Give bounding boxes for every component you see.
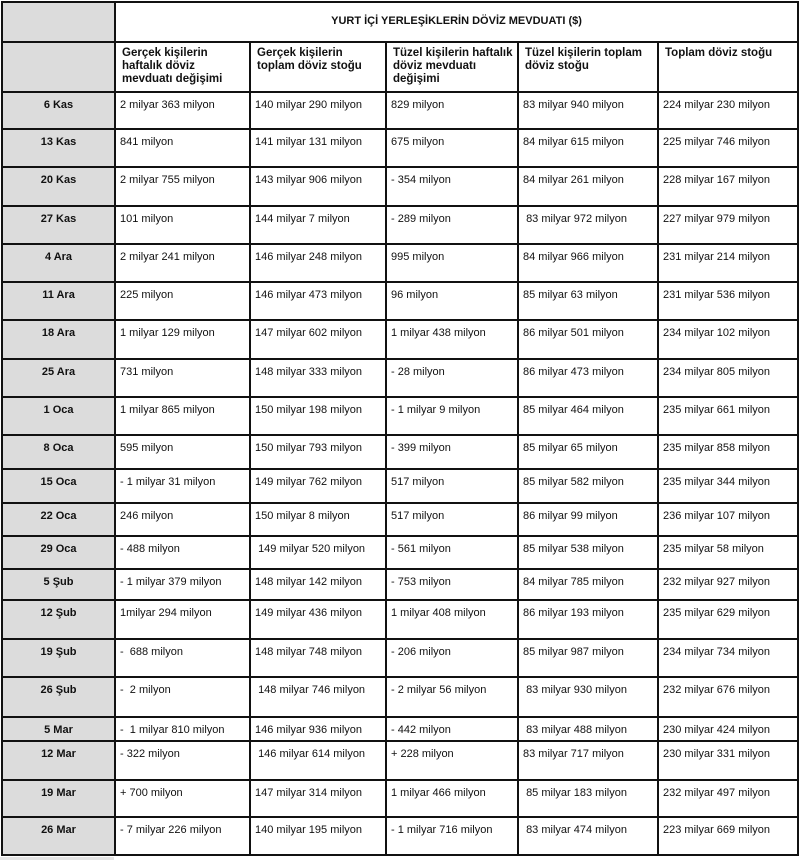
column-header-text: Tüzel kişilerin haftalık döviz mevduatı değişimi — [393, 47, 513, 85]
table-row — [2, 397, 798, 435]
table-cell-text: 101 milyon — [120, 213, 174, 225]
table-row — [2, 244, 798, 282]
table-cell — [658, 129, 798, 167]
table-cell — [386, 92, 518, 129]
table-cell — [250, 817, 386, 855]
table-cell — [658, 569, 798, 600]
table-cell-text: - 399 milyon — [391, 442, 451, 454]
table-title — [115, 2, 798, 42]
row-date — [2, 717, 115, 741]
table-title-text: YURT İÇİ YERLEŞİKLERİN DÖVİZ MEVDUATI ($) — [331, 15, 582, 27]
row-date-text: 5 Mar — [44, 724, 73, 736]
table-row — [2, 639, 798, 677]
table-cell — [386, 677, 518, 717]
row-date-text: 19 Mar — [41, 787, 76, 799]
table-cell-text: 147 milyar 602 milyon — [255, 327, 362, 339]
row-date — [2, 206, 115, 244]
table-cell-text: 517 milyon — [391, 476, 445, 488]
table-cell — [518, 129, 658, 167]
row-date-text: 6 Kas — [43, 99, 74, 111]
table-row — [2, 600, 798, 639]
table-cell — [250, 639, 386, 677]
table-row — [2, 320, 798, 359]
table-cell-text: 146 milyar 614 milyon — [255, 748, 366, 760]
table-cell-text: 148 milyar 748 milyon — [255, 646, 362, 658]
table-cell — [658, 817, 798, 855]
table-cell-text: + 700 milyon — [120, 787, 183, 799]
table-cell — [518, 397, 658, 435]
table-cell — [250, 569, 386, 600]
table-cell-text: 146 milyar 473 milyon — [255, 289, 362, 301]
table-row — [2, 569, 798, 600]
table-row — [2, 677, 798, 717]
table-cell-text: 246 milyon — [120, 510, 174, 522]
row-date — [2, 600, 115, 639]
table-cell — [386, 639, 518, 677]
row-date — [2, 435, 115, 469]
table-cell — [658, 717, 798, 741]
table-cell-text: 225 milyon — [120, 289, 174, 301]
table-cell-text: - 1 milyar 716 milyon — [391, 824, 493, 836]
table-cell-text: 1 milyar 129 milyon — [120, 327, 215, 339]
table-cell-text: 147 milyar 314 milyon — [255, 787, 362, 799]
row-date — [2, 741, 115, 780]
table-cell-text: 85 milyar 464 milyon — [523, 404, 624, 416]
table-cell — [386, 469, 518, 503]
table-cell-text: 1 milyar 438 milyon — [391, 327, 486, 339]
row-date-text: 18 Ara — [41, 327, 76, 339]
table-cell-text: 148 milyar 142 milyon — [255, 576, 362, 588]
column-header-text: Gerçek kişilerin haftalık döviz mevduatı değişimi — [122, 47, 223, 85]
table-cell — [518, 359, 658, 397]
table-cell — [386, 780, 518, 817]
table-cell-text: 84 milyar 785 milyon — [523, 576, 624, 588]
table-cell — [115, 282, 250, 320]
row-date — [2, 677, 115, 717]
table-cell — [518, 569, 658, 600]
table-cell — [115, 741, 250, 780]
table-cell — [250, 435, 386, 469]
table-cell-text: - 753 milyon — [391, 576, 451, 588]
table-cell-text: 232 milyar 927 milyon — [663, 576, 770, 588]
table-cell-text: 228 milyar 167 milyon — [663, 174, 770, 186]
table-cell-text: 149 milyar 762 milyon — [255, 476, 362, 488]
table-cell-text: 144 milyar 7 milyon — [255, 213, 350, 225]
table-cell-text: 231 milyar 536 milyon — [663, 289, 770, 301]
column-header — [658, 42, 798, 92]
table-cell-text: 2 milyar 241 milyon — [120, 251, 215, 263]
table-cell-text: 223 milyar 669 milyon — [663, 824, 770, 836]
table-cell-text: 149 milyar 520 milyon — [255, 543, 366, 555]
table-cell-text: - 322 milyon — [120, 748, 180, 760]
table-cell-text: 232 milyar 497 milyon — [663, 787, 770, 799]
table-cell-text: - 289 milyon — [391, 213, 451, 225]
column-header — [386, 42, 518, 92]
table-cell — [115, 780, 250, 817]
table-cell-text: 995 milyon — [391, 251, 445, 263]
table-cell-text: - 2 milyon — [120, 684, 171, 696]
table-cell — [518, 639, 658, 677]
table-cell — [658, 503, 798, 536]
table-cell-text: 85 milyar 538 milyon — [523, 543, 624, 555]
table-cell-text: - 688 milyon — [120, 646, 183, 658]
table-cell-text: 85 milyar 987 milyon — [523, 646, 624, 658]
table-cell-text: 224 milyar 230 milyon — [663, 99, 770, 111]
table-cell-text: 675 milyon — [391, 136, 445, 148]
corner-cell — [2, 2, 115, 42]
table-cell — [386, 569, 518, 600]
row-date-text: 25 Ara — [41, 366, 76, 378]
table-cell — [518, 244, 658, 282]
row-date-text: 26 Mar — [41, 824, 76, 836]
table-cell-text: 234 milyar 102 milyon — [663, 327, 770, 339]
table-cell — [250, 741, 386, 780]
table-cell-text: 140 milyar 290 milyon — [255, 99, 362, 111]
table-cell — [518, 600, 658, 639]
table-cell — [115, 92, 250, 129]
table-cell-text: 235 milyar 58 milyon — [663, 543, 764, 555]
fx-deposit-table — [1, 1, 799, 856]
table-cell-text: 85 milyar 63 milyon — [523, 289, 618, 301]
table-cell — [386, 536, 518, 569]
table-cell-text: 86 milyar 473 milyon — [523, 366, 624, 378]
table-cell-text: 517 milyon — [391, 510, 445, 522]
table-cell-text: 829 milyon — [391, 99, 445, 111]
table-cell-text: 2 milyar 755 milyon — [120, 174, 215, 186]
table-cell-text: 235 milyar 661 milyon — [663, 404, 770, 416]
table-cell — [386, 817, 518, 855]
table-row — [2, 741, 798, 780]
table-cell — [658, 780, 798, 817]
row-date — [2, 536, 115, 569]
table-row — [2, 359, 798, 397]
column-header-text: Toplam döviz stoğu — [665, 47, 773, 59]
table-cell-text: 2 milyar 363 milyon — [120, 99, 215, 111]
table-cell — [386, 320, 518, 359]
table-cell-text: - 561 milyon — [391, 543, 451, 555]
table-cell — [658, 741, 798, 780]
table-cell — [250, 92, 386, 129]
row-date-text: 12 Şub — [40, 607, 77, 619]
row-date — [2, 780, 115, 817]
table-cell — [115, 129, 250, 167]
table-cell-text: - 206 milyon — [391, 646, 451, 658]
row-date — [2, 569, 115, 600]
table-cell — [115, 569, 250, 600]
table-cell-text: 85 milyar 582 milyon — [523, 476, 624, 488]
table-row — [2, 435, 798, 469]
table-cell-text: 148 milyar 333 milyon — [255, 366, 362, 378]
row-date-text: 26 Şub — [40, 684, 77, 696]
table-cell — [386, 167, 518, 206]
header-row — [2, 42, 798, 92]
table-cell — [115, 639, 250, 677]
table-cell-text: 236 milyar 107 milyon — [663, 510, 770, 522]
table-cell — [250, 677, 386, 717]
table-cell — [115, 469, 250, 503]
table-row — [2, 92, 798, 129]
table-cell — [658, 469, 798, 503]
table-cell — [250, 536, 386, 569]
table-cell-text: 232 milyar 676 milyon — [663, 684, 770, 696]
row-date — [2, 817, 115, 855]
table-cell — [658, 677, 798, 717]
table-row — [2, 282, 798, 320]
table-cell — [658, 92, 798, 129]
table-cell-text: 85 milyar 65 milyon — [523, 442, 618, 454]
table-cell-text: 235 milyar 344 milyon — [663, 476, 770, 488]
table-cell-text: - 1 milyar 810 milyon — [120, 724, 225, 736]
table-cell-text: 150 milyar 198 milyon — [255, 404, 362, 416]
table-cell-text: 731 milyon — [120, 366, 174, 378]
row-date-text: 19 Şub — [40, 646, 77, 658]
table-cell-text: 86 milyar 501 milyon — [523, 327, 624, 339]
table-cell — [250, 397, 386, 435]
table-cell — [115, 600, 250, 639]
column-header — [115, 42, 250, 92]
row-date-text: 22 Oca — [40, 510, 77, 522]
table-cell-text: 141 milyar 131 milyon — [255, 136, 362, 148]
table-cell-text: - 7 milyar 226 milyon — [120, 824, 222, 836]
table-cell — [386, 206, 518, 244]
table-cell — [115, 503, 250, 536]
row-date — [2, 503, 115, 536]
row-date-text: 1 Oca — [43, 404, 74, 416]
table-cell — [250, 359, 386, 397]
row-date-text: 4 Ara — [44, 251, 73, 263]
table-row — [2, 780, 798, 817]
table-cell — [250, 320, 386, 359]
row-date-text: 27 Kas — [40, 213, 77, 225]
row-date-text: 11 Ara — [42, 289, 75, 301]
table-row — [2, 817, 798, 855]
table-cell — [250, 282, 386, 320]
table-cell-text: 85 milyar 183 milyon — [523, 787, 627, 799]
table-cell-text: - 1 milyar 379 milyon — [120, 576, 222, 588]
table-row — [2, 503, 798, 536]
table-cell — [115, 817, 250, 855]
table-cell-text: 841 milyon — [120, 136, 174, 148]
table-cell-text: - 28 milyon — [391, 366, 445, 378]
table-cell — [115, 244, 250, 282]
table-cell-text: 83 milyar 930 milyon — [523, 684, 627, 696]
table-cell — [658, 320, 798, 359]
table-cell — [518, 741, 658, 780]
table-cell-text: - 354 milyon — [391, 174, 451, 186]
table-cell — [518, 536, 658, 569]
table-cell-text: 96 milyon — [391, 289, 439, 301]
table-cell — [658, 206, 798, 244]
table-cell — [250, 469, 386, 503]
table-cell — [518, 717, 658, 741]
table-cell — [250, 167, 386, 206]
table-cell — [386, 129, 518, 167]
title-row — [2, 2, 798, 42]
row-date-text: 13 Kas — [40, 136, 77, 148]
row-date — [2, 359, 115, 397]
table-row — [2, 129, 798, 167]
table-cell-text: 84 milyar 615 milyon — [523, 136, 624, 148]
table-row — [2, 717, 798, 741]
table-cell — [386, 359, 518, 397]
table-cell-text: - 442 milyon — [391, 724, 451, 736]
table-cell — [658, 167, 798, 206]
table-cell — [518, 503, 658, 536]
column-header-text: Gerçek kişilerin toplam döviz stoğu — [257, 47, 362, 72]
row-date — [2, 92, 115, 129]
table-cell — [518, 92, 658, 129]
table-cell — [518, 780, 658, 817]
table-cell-text: 230 milyar 424 milyon — [663, 724, 770, 736]
table-cell-text: 150 milyar 8 milyon — [255, 510, 350, 522]
table-cell-text: - 2 milyar 56 milyon — [391, 684, 487, 696]
row-date — [2, 320, 115, 359]
table-cell-text: 1 milyar 408 milyon — [391, 607, 486, 619]
table-cell-text: 234 milyar 734 milyon — [663, 646, 770, 658]
table-cell — [115, 320, 250, 359]
row-date-text: 8 Oca — [43, 442, 74, 454]
table-cell-text: 146 milyar 936 milyon — [255, 724, 362, 736]
table-cell — [386, 282, 518, 320]
row-date — [2, 282, 115, 320]
table-cell — [518, 320, 658, 359]
row-date — [2, 167, 115, 206]
table-cell — [115, 359, 250, 397]
table-cell-text: 84 milyar 966 milyon — [523, 251, 624, 263]
table-cell-text: 227 milyar 979 milyon — [663, 213, 770, 225]
table-cell-text: 149 milyar 436 milyon — [255, 607, 362, 619]
table-cell — [386, 397, 518, 435]
table-cell — [658, 397, 798, 435]
table-cell-text: 140 milyar 195 milyon — [255, 824, 362, 836]
row-date-text: 20 Kas — [40, 174, 77, 186]
header-corner-cell — [2, 42, 115, 92]
table-cell-text: 595 milyon — [120, 442, 174, 454]
table-cell — [115, 167, 250, 206]
table-cell — [386, 600, 518, 639]
table-cell — [250, 717, 386, 741]
table-cell-text: 86 milyar 193 milyon — [523, 607, 624, 619]
table-cell — [518, 282, 658, 320]
table-cell — [658, 282, 798, 320]
row-date-text: 12 Mar — [41, 748, 76, 760]
row-date-text: 15 Oca — [40, 476, 77, 488]
table-cell — [250, 503, 386, 536]
table-cell — [115, 536, 250, 569]
table-cell-text: 231 milyar 214 milyon — [663, 251, 770, 263]
table-cell-text: 83 milyar 972 milyon — [523, 213, 627, 225]
table-cell — [518, 677, 658, 717]
table-cell — [658, 435, 798, 469]
table-cell-text: 86 milyar 99 milyon — [523, 510, 618, 522]
row-date — [2, 129, 115, 167]
table-cell-text: 84 milyar 261 milyon — [523, 174, 624, 186]
table-cell-text: 148 milyar 746 milyon — [255, 684, 366, 696]
table-cell — [115, 435, 250, 469]
table-cell — [115, 397, 250, 435]
table-cell-text: 83 milyar 488 milyon — [523, 724, 627, 736]
table-cell-text: 1 milyar 466 milyon — [391, 787, 486, 799]
table-cell-text: 225 milyar 746 milyon — [663, 136, 770, 148]
table-cell — [518, 817, 658, 855]
table-cell-text: 235 milyar 629 milyon — [663, 607, 770, 619]
table-cell — [115, 677, 250, 717]
table-cell — [386, 741, 518, 780]
table-cell — [658, 359, 798, 397]
table-cell — [658, 244, 798, 282]
table-cell — [518, 435, 658, 469]
table-cell — [386, 503, 518, 536]
table-cell-text: + 228 milyon — [391, 748, 454, 760]
row-date — [2, 397, 115, 435]
table-cell-text: - 1 milyar 31 milyon — [120, 476, 216, 488]
table-cell — [518, 206, 658, 244]
table-cell-text: 150 milyar 793 milyon — [255, 442, 362, 454]
table-cell-text: - 1 milyar 9 milyon — [391, 404, 481, 416]
column-header-text: Tüzel kişilerin toplam döviz stoğu — [525, 47, 642, 72]
row-date-text: 5 Şub — [43, 576, 74, 588]
column-header — [518, 42, 658, 92]
table-cell — [250, 600, 386, 639]
table-cell — [386, 435, 518, 469]
table-cell-text: 83 milyar 940 milyon — [523, 99, 624, 111]
table-cell — [658, 600, 798, 639]
table-cell-text: 1milyar 294 milyon — [120, 607, 212, 619]
row-date — [2, 244, 115, 282]
table-cell-text: - 488 milyon — [120, 543, 180, 555]
table-row — [2, 469, 798, 503]
table-cell — [386, 717, 518, 741]
table-cell — [658, 536, 798, 569]
row-date — [2, 639, 115, 677]
table-cell — [250, 129, 386, 167]
table-row — [2, 206, 798, 244]
table-cell-text: 234 milyar 805 milyon — [663, 366, 770, 378]
table-cell — [518, 167, 658, 206]
table-cell — [250, 780, 386, 817]
table-row — [2, 167, 798, 206]
table-cell-text: 83 milyar 474 milyon — [523, 824, 627, 836]
table-cell — [115, 717, 250, 741]
table-cell-text: 235 milyar 858 milyon — [663, 442, 770, 454]
table-cell — [518, 469, 658, 503]
table-cell-text: 1 milyar 865 milyon — [120, 404, 215, 416]
row-date — [2, 469, 115, 503]
table-cell — [658, 639, 798, 677]
table-cell-text: 146 milyar 248 milyon — [255, 251, 362, 263]
table-cell-text: 230 milyar 331 milyon — [663, 748, 770, 760]
table-cell — [115, 206, 250, 244]
table-cell-text: 83 milyar 717 milyon — [523, 748, 624, 760]
table-cell — [250, 206, 386, 244]
row-date-text: 29 Oca — [40, 543, 77, 555]
deposit-table-container — [1, 1, 797, 856]
table-cell-text: 143 milyar 906 milyon — [255, 174, 362, 186]
table-cell — [250, 244, 386, 282]
table-row — [2, 536, 798, 569]
table-cell — [386, 244, 518, 282]
column-header — [250, 42, 386, 92]
